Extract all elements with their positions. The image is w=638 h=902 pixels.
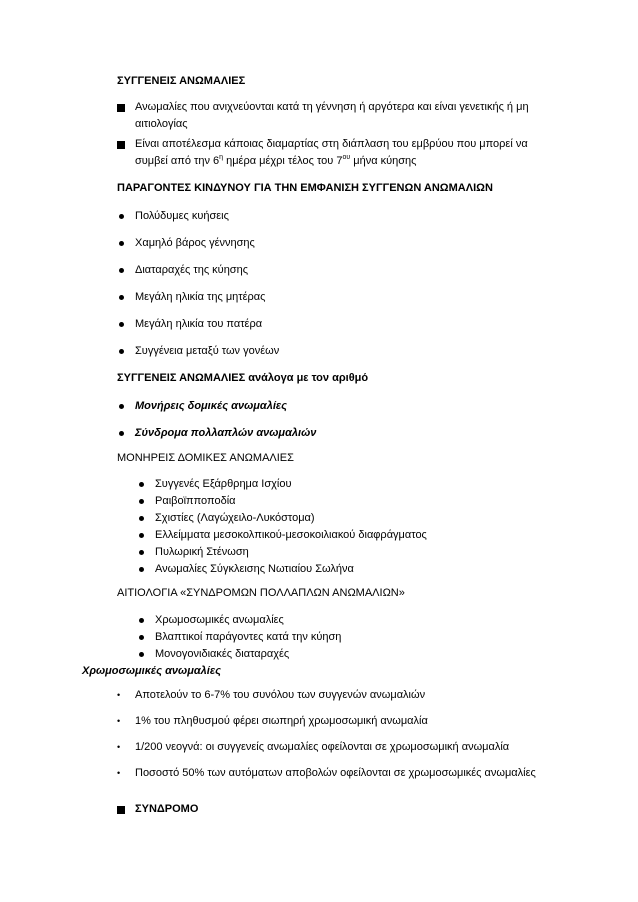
bullet-icon	[139, 499, 144, 504]
risk-factor-item: Μεγάλη ηλικία της μητέρας	[135, 291, 266, 303]
risk-factor-item: Χαμηλό βάρος γέννησης	[135, 237, 255, 249]
risk-factor-item: Μεγάλη ηλικία του πατέρα	[135, 318, 263, 330]
single-anomaly-item: Πυλωρική Στένωση	[155, 546, 249, 558]
single-anomaly-item: Συγγενές Εξάρθρημα Ισχίου	[155, 478, 292, 490]
single-anomaly-item: Ανωμαλίες Σύγκλεισης Νωτιαίου Σωλήνα	[155, 563, 354, 575]
bullet-icon	[119, 322, 124, 327]
risk-factor-item: Διαταραχές της κύησης	[135, 264, 249, 276]
heading-risk-factors: ΠΑΡΑΓΟΝΤΕΣ ΚΙΝΔΥΝΟΥ ΓΙΑ ΤΗΝ ΕΜΦΑΝΙΣΗ ΣΥΓΓΕΝΩΝ ΑΝΩΜΑΛΙΩΝ	[117, 182, 493, 194]
square-bullet-icon	[117, 104, 125, 112]
etiology-item: Μονογονιδιακές διαταραχές	[155, 648, 290, 660]
bullet-icon	[119, 241, 124, 246]
bullet-icon	[139, 550, 144, 555]
bullet-icon	[139, 516, 144, 521]
square-bullet-icon	[117, 806, 125, 814]
bullet-icon	[139, 635, 144, 640]
bullet-icon	[139, 533, 144, 538]
intro-1-line-2: αιτιολογίας	[135, 118, 188, 130]
heading-single-anomalies: ΜΟΝΗΡΕΙΣ ΔΟΜΙΚΕΣ ΑΝΩΜΑΛΙΕΣ	[117, 452, 294, 464]
chromosomal-item: 1% του πληθυσμού φέρει σιωπηρή χρωμοσωμική ανωμαλία	[135, 715, 428, 727]
chromosomal-item: Ποσοστό 50% των αυτόματων αποβολών οφείλονται σε χρωμοσωμικές ανωμαλίες	[135, 767, 536, 779]
intro-1-line-1: Ανωμαλίες που ανιχνεύονται κατά τη γέννηση ή αργότερα και είναι γενετικής ή μη	[135, 101, 529, 113]
square-bullet-icon	[117, 141, 125, 149]
bullet-icon	[119, 295, 124, 300]
risk-factor-item: Πολύδυμες κυήσεις	[135, 210, 229, 222]
single-anomaly-item: Ραιβοϊπποποδία	[155, 495, 236, 507]
single-anomaly-item: Σχιστίες (Λαγώχειλο-Λυκόστομα)	[155, 512, 315, 524]
heading-etiology: ΑΙΤΙΟΛΟΓΙΑ «ΣΥΝΔΡΟΜΩΝ ΠΟΛΛΑΠΛΩΝ ΑΝΩΜΑΛΙΩΝ»	[117, 587, 405, 599]
etiology-item: Χρωμοσωμικές ανωμαλίες	[155, 614, 284, 626]
by-number-item: Σύνδρομα πολλαπλών ανωμαλιών	[135, 427, 317, 439]
bullet-icon	[139, 652, 144, 657]
bullet-icon	[119, 268, 124, 273]
bullet-icon: •	[117, 690, 121, 700]
bullet-icon	[119, 404, 124, 409]
bullet-icon: •	[117, 716, 121, 726]
risk-factor-item: Συγγένεια μεταξύ των γονέων	[135, 345, 280, 357]
heading-syndrome: ΣΥΝΔΡΟΜΟ	[135, 803, 199, 815]
bullet-icon: •	[117, 742, 121, 752]
by-number-item: Μονήρεις δομικές ανωμαλίες	[135, 400, 287, 412]
bullet-icon	[139, 618, 144, 623]
single-anomaly-item: Ελλείμματα μεσοκολπικού-μεσοκοιλιακού διαφράγματος	[155, 529, 427, 541]
bullet-icon	[139, 567, 144, 572]
heading-chromosomal: Χρωμοσωμικές ανωμαλίες	[82, 665, 221, 677]
intro-2-line-2: συμβεί από την $6^\eta$ ημέρα μέχρι τέλος του $7^{o\upsilon}$ μήνα κύησης	[135, 154, 417, 167]
bullet-icon	[119, 431, 124, 436]
chromosomal-item: Αποτελούν το 6-7% του συνόλου των συγγενών ανωμαλιών	[135, 689, 426, 701]
bullet-icon: •	[117, 768, 121, 778]
bullet-icon	[119, 349, 124, 354]
bullet-icon	[139, 482, 144, 487]
heading-congenital-anomalies: ΣΥΓΓΕΝΕΙΣ ΑΝΩΜΑΛΙΕΣ	[117, 75, 246, 87]
etiology-item: Βλαπτικοί παράγοντες κατά την κύηση	[155, 631, 342, 643]
heading-by-number: ΣΥΓΓΕΝΕΙΣ ΑΝΩΜΑΛΙΕΣ ανάλογα με τον αριθμό	[117, 372, 369, 384]
intro-2-line-1: Είναι αποτέλεσμα κάποιας διαμαρτίας στη διάπλαση του εμβρύου που μπορεί να	[135, 138, 528, 150]
chromosomal-item: 1/200 νεογνά: οι συγγενείς ανωμαλίες οφείλονται σε χρωμοσωμική ανωμαλία	[135, 741, 510, 753]
bullet-icon	[119, 214, 124, 219]
